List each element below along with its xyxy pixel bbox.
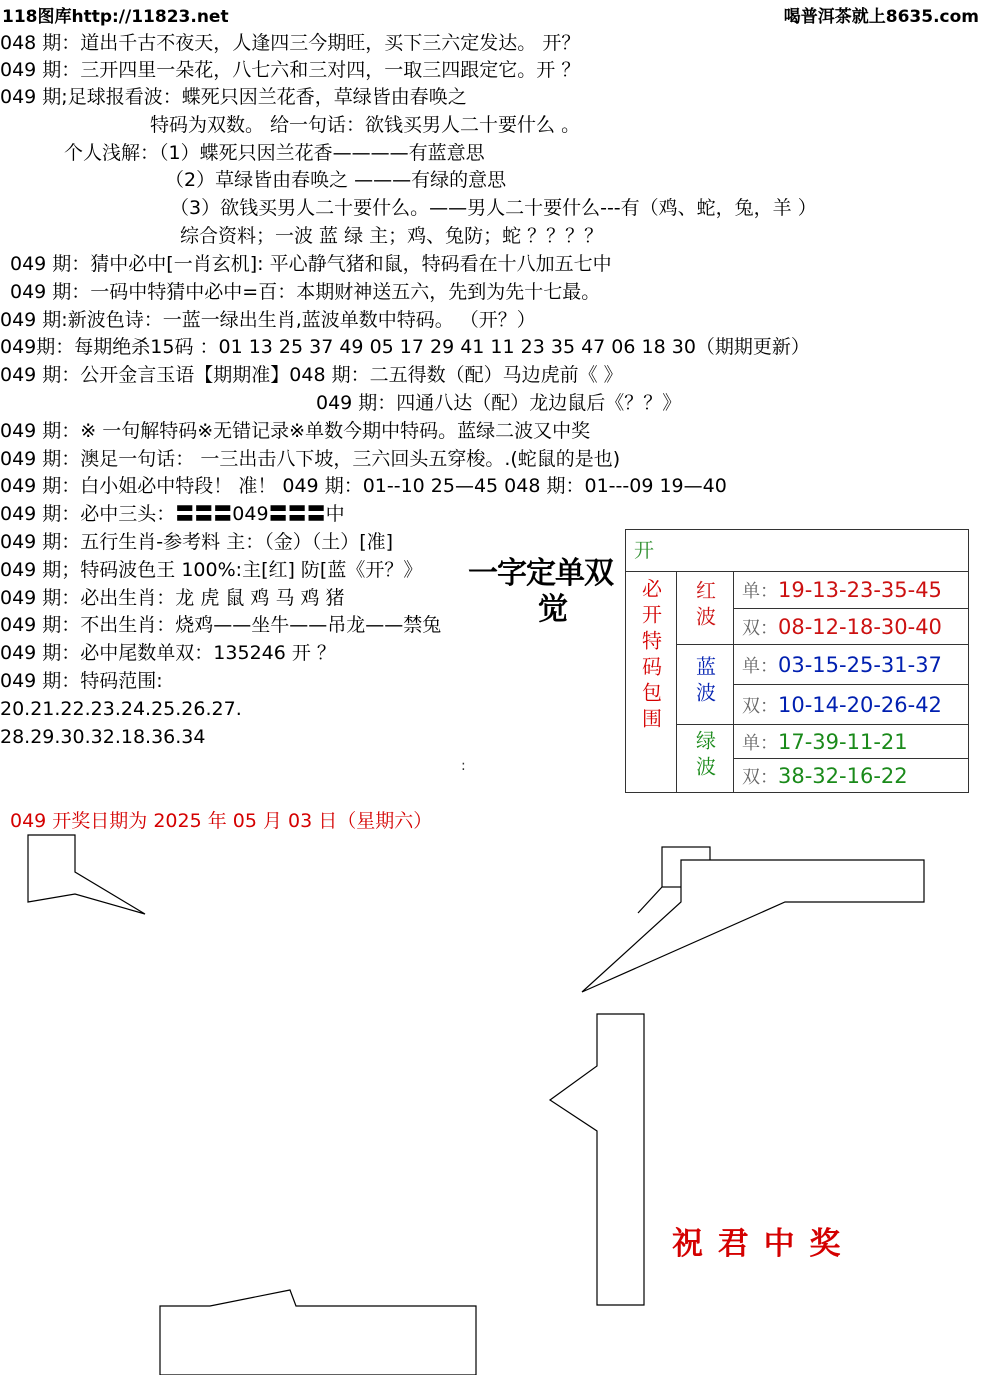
text-line: 049 期：一码中特猜中必中=百：本期财神送五六，先到为先十七最。: [10, 281, 601, 303]
text-line: 特码为双数。 给一句话：欲钱买男人二十要什么 。: [150, 114, 581, 136]
text-line: 049 期：澳足一句话： 一三出击八下坡，三六回头五穿梭。.(蛇鼠的是也): [0, 448, 621, 470]
callout-shape-right: [582, 860, 924, 992]
text-line: 049 期：特码范围:: [0, 670, 163, 692]
svg-text::: :: [461, 758, 466, 774]
text-line: 049 期：必中尾数单双：135246 开 ？: [0, 642, 336, 664]
callout-shape-bottom: [160, 1290, 476, 1375]
red-single-row: 单：19-13-23-35-45: [734, 572, 969, 609]
table-head: 开: [626, 530, 969, 572]
text-line: （3）欲钱买男人二十要什么。——男人二十要什么---有（鸡、蛇，兔，羊 ）: [170, 197, 817, 219]
green-double-row: 双：38-32-16-22: [734, 759, 969, 793]
text-line: 个人浅解：（1）蝶死只因兰花香————有蓝意思: [64, 142, 485, 164]
text-line: 049 期：白小姐必中特段！ 准！ 049 期：01--10 25—45 048 期：01---09 19—40: [0, 475, 727, 497]
green-single-row: 单：17-39-11-21: [734, 725, 969, 759]
text-line: 049 期：必中三头：〓〓〓049〓〓〓中: [0, 503, 345, 525]
text-line: 综合资料；一波 蓝 绿 主；鸡、兔防；蛇 ？？？？: [180, 225, 604, 247]
wave-green-label: 绿波: [677, 725, 734, 793]
text-line: 049 期;足球报看波：蝶死只因兰花香，草绿皆由春唤之: [0, 86, 467, 108]
text-line: 049 期：公开金言玉语【期期准】048 期：二五得数（配）马边虎前《 》: [0, 364, 623, 386]
overlay-title-2: 觉: [538, 592, 567, 627]
site-logo-left[interactable]: 118图库http://11823.net: [2, 7, 229, 27]
red-double-row: 双：08-12-18-30-40: [734, 609, 969, 645]
overlay-title: 一字定单双: [468, 556, 613, 591]
blessing-text: 祝 君 中 奖: [672, 1226, 843, 1262]
text-line: 049 期：五行生肖-参考料 主：（金）（土）[准]: [0, 531, 394, 553]
wave-blue-label: 蓝波: [677, 645, 734, 725]
text-line: 28.29.30.32.18.36.34: [0, 726, 206, 748]
text-line: 049 期:新波色诗：一蓝一绿出生肖,蓝波单数中特码。 （开？）: [0, 309, 536, 331]
table-side-label: 必开特码包围: [626, 572, 677, 793]
blue-single-row: 单：03-15-25-31-37: [734, 645, 969, 685]
text-line: （2）草绿皆由春唤之 ———有绿的意思: [165, 169, 507, 191]
text-line: 049 期：猜中必中[一肖玄机]: 平心静气猪和鼠，特码看在十八加五七中: [10, 253, 612, 275]
site-link-right[interactable]: 喝普洱茶就上8635.com: [783, 7, 979, 27]
text-line: 049 期：必出生肖：龙 虎 鼠 鸡 马 鸡 猪: [0, 587, 345, 609]
text-line: 049 期：三开四里一朵花，八七六和三对四，一取三四跟定它。开 ？: [0, 59, 581, 81]
callout-shape-left: [28, 835, 145, 914]
draw-date: 049 开奖日期为 2025 年 05 月 03 日（星期六）: [10, 810, 433, 832]
text-line: 049期：每期绝杀15码 ：01 13 25 37 49 05 17 29 41 11 23 35 47 06 18 30（期期更新）: [0, 336, 810, 358]
text-line: 20.21.22.23.24.25.26.27.: [0, 698, 242, 720]
wave-red-label: 红波: [677, 572, 734, 645]
text-line: 049 期：不出生肖：烧鸡——坐牛——吊龙——禁兔: [0, 614, 442, 636]
text-line: 049 期：※ 一句解特码※无错记录※单数今期中特码。蓝绿二波又中奖: [0, 420, 591, 442]
text-line: 049 期：四通八达（配）龙边鼠后《？？》: [316, 392, 682, 414]
text-line: 048 期：道出千古不夜天，人逢四三今期旺，买下三六定发达。 开？: [0, 32, 581, 54]
blue-double-row: 双：10-14-20-26-42: [734, 685, 969, 725]
text-line: 049 期；特码波色王 100%:主[红] 防[蓝《开？》: [0, 559, 423, 581]
callout-shape-tall: [550, 1014, 644, 1305]
